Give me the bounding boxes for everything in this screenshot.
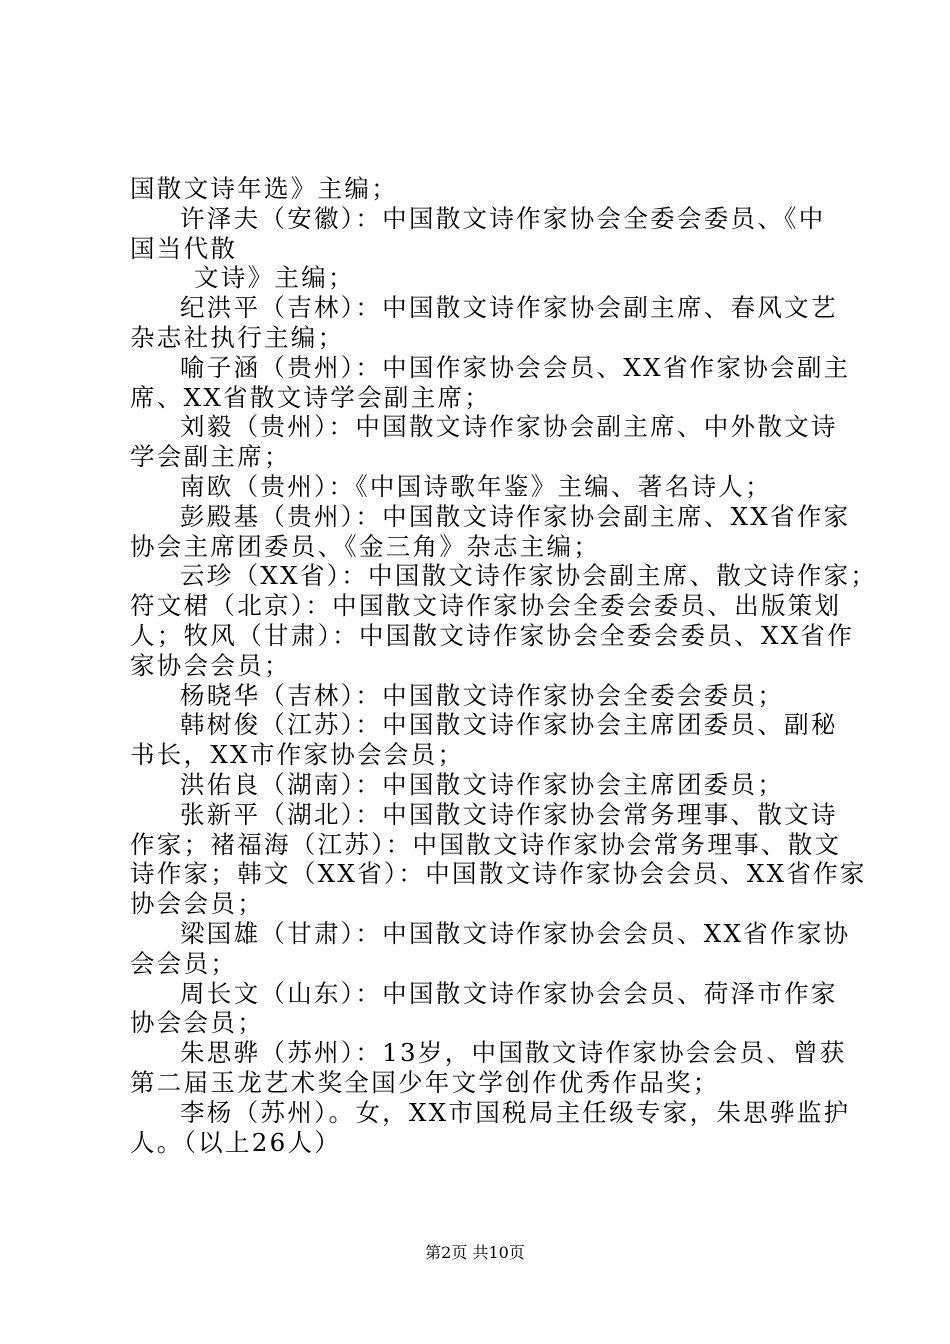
text-line: 国散文诗年选》主编； bbox=[130, 174, 398, 203]
text-line: 国当代散 bbox=[130, 233, 238, 263]
document-body bbox=[130, 174, 878, 1157]
text-line: 刘毅（贵州）：中国散文诗作家协会副主席、中外散文诗 bbox=[180, 412, 838, 442]
text-line: 书长，XX市作家协会会员； bbox=[130, 740, 465, 770]
text-line: 人；牧风（甘肃）：中国散文诗作家协会全委会委员、XX省作 bbox=[130, 620, 855, 650]
text-line: 符文桾（北京）：中国散文诗作家协会全委会委员、出版策划 bbox=[130, 591, 842, 621]
text-line: 第二届玉龙艺术奖全国少年文学创作优秀作品奖； bbox=[130, 1067, 720, 1097]
text-line: 朱思骅（苏州）：13岁，中国散文诗作家协会会员、曾获 bbox=[180, 1038, 847, 1068]
text-line: 张新平（湖北）：中国散文诗作家协会常务理事、散文诗 bbox=[180, 799, 838, 829]
text-line: 诗作家；韩文（XX省）：中国散文诗作家协会会员、XX省作家 bbox=[130, 859, 867, 889]
text-line: 彭殿基（贵州）：中国散文诗作家协会副主席、XX省作家 bbox=[180, 501, 851, 531]
text-line: 席、XX省散文诗学会副主席； bbox=[130, 382, 492, 412]
text-line: 韩树俊（江苏）：中国散文诗作家协会主席团委员、副秘 bbox=[180, 710, 838, 740]
text-line: 协会主席团委员、《金三角》杂志主编； bbox=[130, 531, 601, 561]
text-line: 人。（以上26人） bbox=[130, 1127, 342, 1157]
text-line: 许泽夫（安徽）：中国散文诗作家协会全委会委员、《中 bbox=[180, 203, 826, 233]
text-line: 梁国雄（甘肃）：中国散文诗作家协会会员、XX省作家协 bbox=[180, 918, 851, 948]
text-line: 杨晓华（吉林）：中国散文诗作家协会全委会委员； bbox=[180, 680, 785, 710]
text-line: 协会会员； bbox=[130, 1008, 264, 1038]
text-line: 协会会员； bbox=[130, 889, 264, 919]
text-line: 学会副主席； bbox=[130, 442, 291, 472]
text-line: 家协会会员； bbox=[130, 650, 291, 680]
text-line: 南欧（贵州）：《中国诗歌年鉴》主编、著名诗人； bbox=[180, 471, 772, 501]
text-line: 纪洪平（吉林）：中国散文诗作家协会副主席、春风文艺 bbox=[180, 293, 838, 323]
text-line: 会会员； bbox=[130, 948, 238, 978]
text-line: 杂志社执行主编； bbox=[130, 322, 345, 352]
text-line: 喻子涵（贵州）：中国作家协会会员、XX省作家协会副主 bbox=[180, 352, 851, 382]
page-footer: 第2页 共10页 bbox=[425, 1243, 525, 1262]
text-line: 文诗》主编； bbox=[194, 263, 355, 293]
text-line: 李杨（苏州）。女，XX市国税局主任级专家，朱思骅监护 bbox=[180, 1097, 851, 1127]
text-line: 周长文（山东）：中国散文诗作家协会会员、荷泽市作家 bbox=[180, 978, 838, 1008]
text-line: 作家；褚福海（江苏）：中国散文诗作家协会常务理事、散文 bbox=[130, 829, 842, 859]
text-line: 云珍（XX省）：中国散文诗作家协会副主席、散文诗作家； bbox=[180, 561, 878, 591]
text-line: 洪佑良（湖南）：中国散文诗作家协会主席团委员； bbox=[180, 769, 785, 799]
